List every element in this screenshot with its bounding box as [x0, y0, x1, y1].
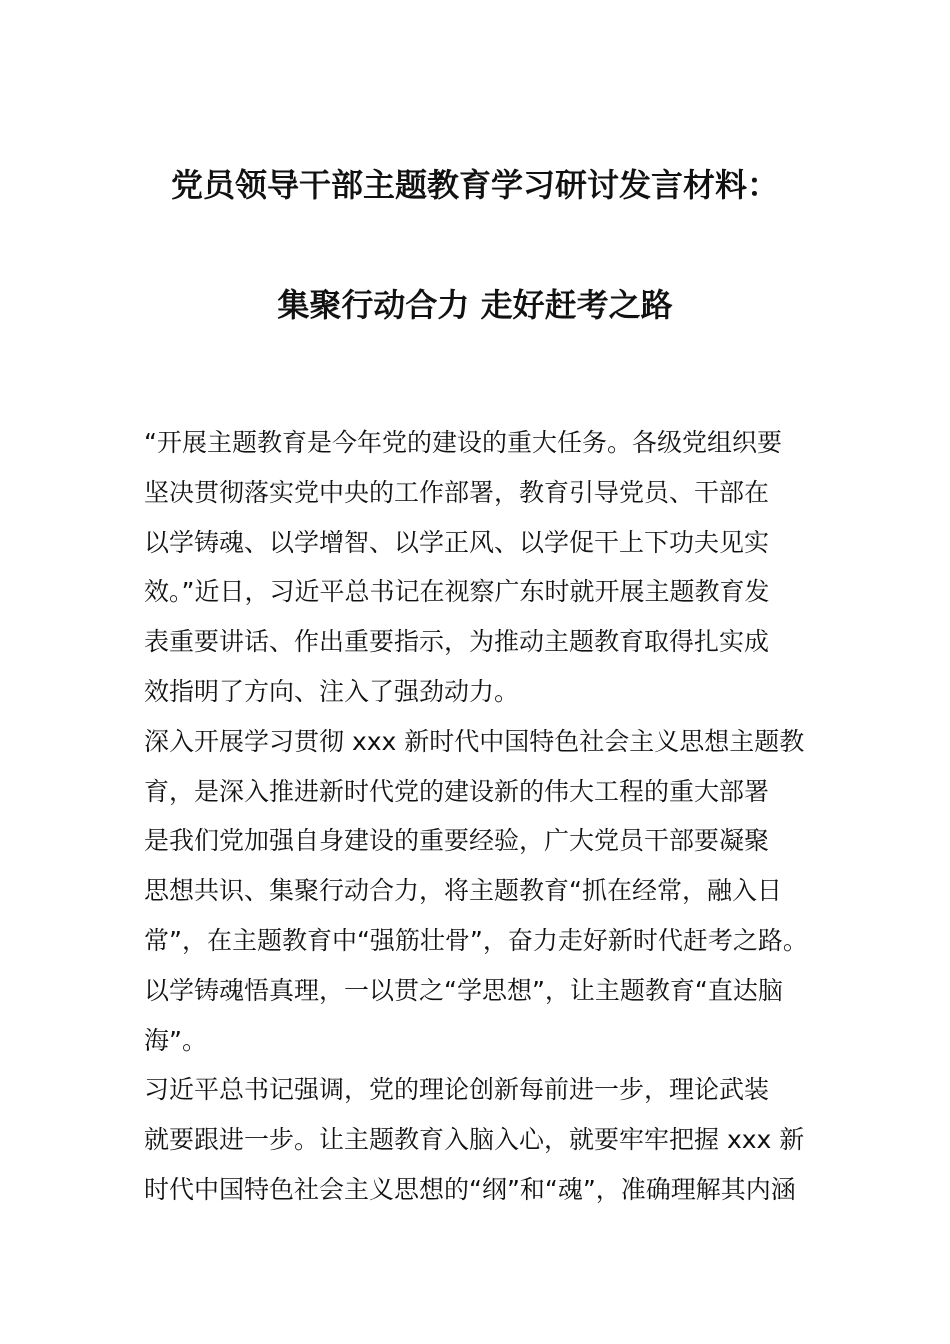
body-line: 就要跟进一步。让主题教育入脑入心，就要牢牢把握 xxx 新: [144, 1125, 805, 1155]
document-body: [144, 418, 814, 1215]
body-line: 习近平总书记强调，党的理论创新每前进一步，理论武装: [144, 1075, 770, 1105]
body-line: 海”。: [144, 1025, 207, 1055]
document-title-line-2: 集聚行动合力 走好赶考之路: [277, 286, 673, 324]
body-line: 常”，在主题教育中“强筋壮骨”，奋力走好新时代赶考之路。: [144, 925, 808, 955]
body-line: 以学铸魂、以学增智、以学正风、以学促干上下功夫见实: [144, 527, 770, 557]
body-line: 效。”近日，习近平总书记在视察广东时就开展主题教育发: [144, 577, 770, 607]
body-line: 育，是深入推进新时代党的建设新的伟大工程的重大部署: [144, 776, 770, 806]
body-line: 是我们党加强自身建设的重要经验，广大党员干部要凝聚: [144, 826, 770, 856]
body-line: 思想共识、集聚行动合力，将主题教育“抓在经常，融入日: [144, 876, 782, 906]
body-line: 时代中国特色社会主义思想的“纲”和“魂”，准确理解其内涵: [144, 1174, 796, 1204]
body-line: 效指明了方向、注入了强劲动力。: [144, 676, 520, 706]
body-line: 表重要讲话、作出重要指示，为推动主题教育取得扎实成: [144, 627, 770, 657]
body-line: 坚决贯彻落实党中央的工作部署，教育引导党员、干部在: [144, 477, 770, 507]
document-title-line-1: 党员领导干部主题教育学习研讨发言材料：: [170, 166, 779, 204]
body-line: 以学铸魂悟真理，一以贯之“学思想”，让主题教育“直达脑: [144, 975, 783, 1005]
body-line: “开展主题教育是今年党的建设的重大任务。各级党组织要: [144, 428, 782, 457]
body-line: 深入开展学习贯彻 xxx 新时代中国特色社会主义思想主题教: [144, 726, 805, 756]
